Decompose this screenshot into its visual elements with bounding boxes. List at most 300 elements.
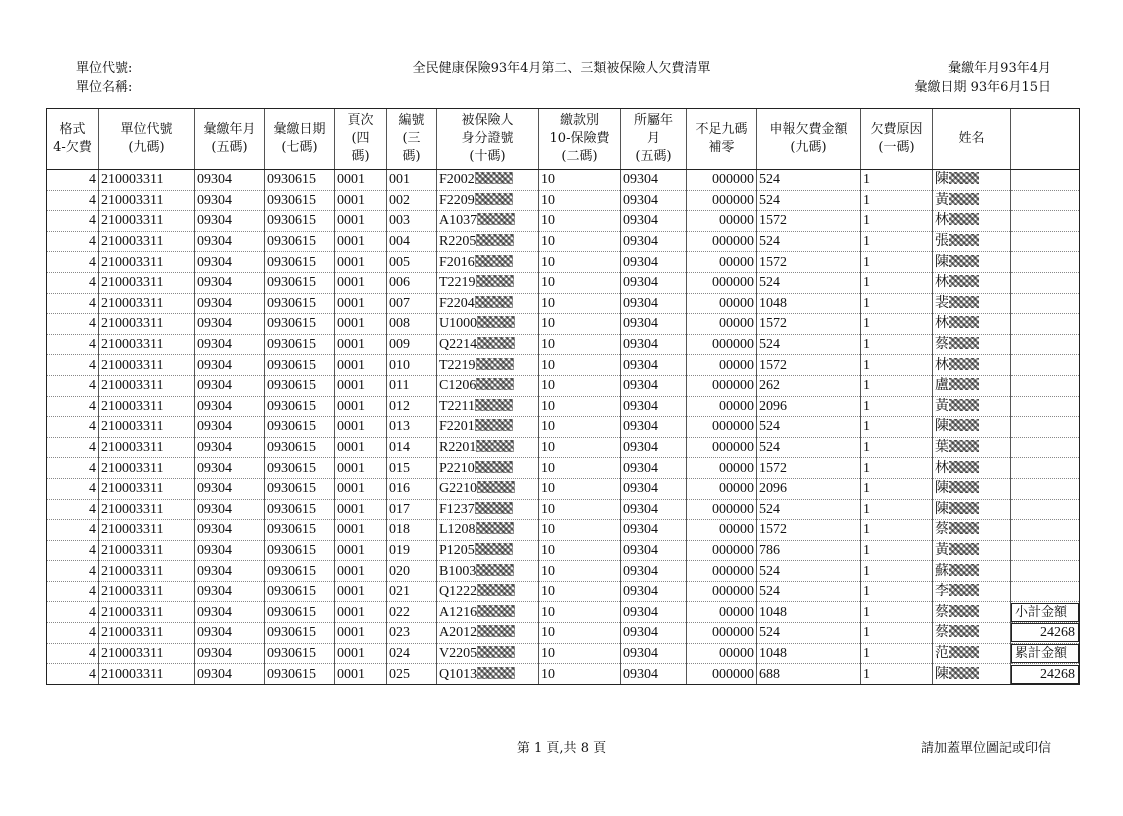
- cell-month: [621, 643, 687, 664]
- redaction-mask: [475, 255, 513, 267]
- cell-value: 1048: [759, 295, 787, 311]
- cell-type: [539, 396, 621, 417]
- cell-value: 0001: [337, 501, 365, 517]
- redaction-mask: [475, 461, 513, 473]
- cell-value: 006: [389, 275, 410, 291]
- cell-value: 000000: [712, 192, 754, 208]
- cell-summary: [1011, 293, 1080, 314]
- cell-value: 000000: [712, 666, 754, 682]
- cell-value: 0930615: [267, 645, 316, 661]
- cell-month: [621, 375, 687, 396]
- cell-reason: [861, 581, 933, 602]
- cell-value: 4: [89, 192, 96, 208]
- cell-value: 0001: [337, 172, 365, 188]
- column-header-line: (二碼): [561, 149, 598, 164]
- cell-value: 09304: [197, 522, 232, 538]
- cell-fmt: [47, 314, 99, 335]
- cell-value: 0001: [337, 213, 365, 229]
- cell-value: 陳: [935, 172, 949, 188]
- cell-value: 09304: [197, 460, 232, 476]
- cell-value: 1: [863, 337, 870, 353]
- cell-summary: [1011, 375, 1080, 396]
- column-header-line: (五碼): [635, 149, 672, 164]
- cell-fmt: [47, 355, 99, 376]
- cell-date: [265, 623, 335, 644]
- cell-value: 1: [863, 316, 870, 332]
- cell-value: 蔡: [935, 604, 949, 620]
- cell-date: [265, 643, 335, 664]
- cell-value: 1: [863, 398, 870, 414]
- cell-value: 10: [541, 522, 555, 538]
- cell-value: 2096: [759, 481, 787, 497]
- cell-value: 210003311: [101, 542, 164, 558]
- cell-value: 00000: [719, 316, 754, 332]
- cell-value: 09304: [197, 645, 232, 661]
- cell-amt: [757, 581, 861, 602]
- cell-value: 4: [89, 234, 96, 250]
- cell-value: 210003311: [101, 172, 164, 188]
- column-header: [335, 109, 387, 170]
- cell-reason: [861, 664, 933, 685]
- cell-value: 210003311: [101, 398, 164, 414]
- cell-value: 10: [541, 645, 555, 661]
- redaction-mask: [949, 440, 979, 452]
- subtotal-value: 24268: [1011, 623, 1079, 642]
- cell-value: 4: [89, 542, 96, 558]
- cell-value: 1: [863, 357, 870, 373]
- cell-ym: [195, 293, 265, 314]
- cell-value: 09304: [197, 172, 232, 188]
- cell-fmt: [47, 252, 99, 273]
- cell-value: 025: [389, 666, 410, 682]
- cell-reason: [861, 375, 933, 396]
- cell-value: 1: [863, 584, 870, 600]
- cell-value: 0930615: [267, 666, 316, 682]
- cell-value: 00000: [719, 645, 754, 661]
- cell-amt: [757, 602, 861, 623]
- cell-value: 陳: [935, 419, 949, 435]
- cell-value: 0930615: [267, 542, 316, 558]
- cell-type: [539, 170, 621, 191]
- cell-value: P1205: [439, 542, 475, 558]
- column-header: [757, 109, 861, 170]
- cell-reason: [861, 478, 933, 499]
- cell-page: [335, 458, 387, 479]
- cell-pad: [687, 602, 757, 623]
- cell-value: 017: [389, 501, 410, 517]
- cell-month: [621, 458, 687, 479]
- cell-value: 1: [863, 234, 870, 250]
- cell-page: [335, 334, 387, 355]
- cell-value: 0001: [337, 378, 365, 394]
- cell-pad: [687, 396, 757, 417]
- cell-value: 10: [541, 584, 555, 600]
- cell-month: [621, 211, 687, 232]
- cell-name: [933, 561, 1011, 582]
- cell-date: [265, 334, 335, 355]
- cell-value: 09304: [197, 295, 232, 311]
- cell-no: [387, 664, 437, 685]
- cell-name: [933, 602, 1011, 623]
- cell-value: 09304: [623, 666, 658, 682]
- cell-name: [933, 478, 1011, 499]
- cell-value: 688: [759, 666, 780, 682]
- total-value: 24268: [1011, 665, 1079, 684]
- cell-value: 00000: [719, 481, 754, 497]
- cell-amt: [757, 417, 861, 438]
- cell-ym: [195, 458, 265, 479]
- cell-value: 10: [541, 275, 555, 291]
- cell-type: [539, 375, 621, 396]
- cell-value: 0001: [337, 234, 365, 250]
- cell-reason: [861, 499, 933, 520]
- cell-summary: [1011, 540, 1080, 561]
- cell-value: 210003311: [101, 357, 164, 373]
- cell-summary: [1011, 190, 1080, 211]
- redaction-mask: [476, 234, 514, 246]
- cell-id: [437, 252, 539, 273]
- cell-value: T2211: [439, 398, 476, 414]
- cell-id: [437, 520, 539, 541]
- cell-value: 524: [759, 584, 780, 600]
- column-header: [99, 109, 195, 170]
- cell-no: [387, 314, 437, 335]
- cell-reason: [861, 314, 933, 335]
- cell-value: 陳: [935, 666, 949, 682]
- cell-summary: [1011, 170, 1080, 191]
- cell-unit: [99, 664, 195, 685]
- cell-ym: [195, 643, 265, 664]
- cell-value: 210003311: [101, 378, 164, 394]
- cell-value: 林: [935, 357, 949, 373]
- redaction-mask: [949, 234, 979, 246]
- cell-value: 786: [759, 542, 780, 558]
- cell-name: [933, 581, 1011, 602]
- cell-month: [621, 623, 687, 644]
- cell-date: [265, 396, 335, 417]
- cell-id: [437, 643, 539, 664]
- column-header: [195, 109, 265, 170]
- cell-value: 011: [389, 378, 410, 394]
- cell-type: [539, 458, 621, 479]
- cell-value: Q1013: [439, 666, 478, 682]
- cell-unit: [99, 375, 195, 396]
- cell-type: [539, 623, 621, 644]
- cell-ym: [195, 355, 265, 376]
- column-header-line: 10-保險費: [549, 131, 610, 146]
- cell-value: 4: [89, 275, 96, 291]
- cell-value: 00000: [719, 295, 754, 311]
- cell-value: 4: [89, 419, 96, 435]
- cell-month: [621, 664, 687, 685]
- redaction-mask: [476, 522, 514, 534]
- cell-name: [933, 437, 1011, 458]
- cell-no: [387, 623, 437, 644]
- cell-type: [539, 231, 621, 252]
- cell-unit: [99, 478, 195, 499]
- cell-pad: [687, 561, 757, 582]
- cell-value: 210003311: [101, 192, 164, 208]
- redaction-mask: [949, 564, 979, 576]
- table-row: [47, 499, 1080, 520]
- cell-value: 0001: [337, 440, 365, 456]
- table-row: [47, 334, 1080, 355]
- cell-reason: [861, 272, 933, 293]
- redaction-mask: [949, 502, 979, 514]
- cell-ym: [195, 396, 265, 417]
- table-header-row: [47, 109, 1080, 170]
- column-header-line: (一碼): [878, 140, 915, 155]
- cell-value: 09304: [197, 419, 232, 435]
- cell-value: 2096: [759, 398, 787, 414]
- cell-value: 0930615: [267, 419, 316, 435]
- cell-value: 014: [389, 440, 410, 456]
- table-row: [47, 293, 1080, 314]
- cell-value: 09304: [197, 213, 232, 229]
- column-header-line: 單位代號: [120, 122, 173, 137]
- cell-value: 1572: [759, 522, 787, 538]
- cell-month: [621, 252, 687, 273]
- billing-date: 彙繳日期 93年6月15日: [914, 80, 1051, 95]
- cell-value: 0930615: [267, 234, 316, 250]
- cell-value: 蔡: [935, 337, 949, 353]
- cell-page: [335, 664, 387, 685]
- cell-no: [387, 581, 437, 602]
- redaction-mask: [477, 213, 515, 225]
- cell-month: [621, 355, 687, 376]
- cell-type: [539, 520, 621, 541]
- billing-month: 彙繳年月93年4月: [948, 61, 1051, 76]
- cell-value: 1: [863, 604, 870, 620]
- cell-value: R2205: [439, 234, 477, 250]
- cell-pad: [687, 211, 757, 232]
- cell-value: 1: [863, 440, 870, 456]
- cell-value: 0930615: [267, 254, 316, 270]
- redaction-mask: [949, 584, 979, 596]
- cell-value: 4: [89, 460, 96, 476]
- cell-value: F2016: [439, 254, 475, 270]
- cell-date: [265, 190, 335, 211]
- cell-page: [335, 478, 387, 499]
- table-row: [47, 664, 1080, 685]
- cell-value: 4: [89, 316, 96, 332]
- cell-name: [933, 396, 1011, 417]
- cell-value: 4: [89, 501, 96, 517]
- cell-value: F2201: [439, 419, 475, 435]
- cell-date: [265, 540, 335, 561]
- cell-value: 524: [759, 275, 780, 291]
- cell-pad: [687, 623, 757, 644]
- cell-type: [539, 437, 621, 458]
- cell-value: 蘇: [935, 563, 949, 579]
- cell-amt: [757, 272, 861, 293]
- cell-ym: [195, 252, 265, 273]
- cell-pad: [687, 437, 757, 458]
- cell-value: 10: [541, 501, 555, 517]
- column-header-line: 被保險人: [461, 113, 514, 128]
- cell-value: 0930615: [267, 460, 316, 476]
- redaction-mask: [477, 481, 515, 493]
- cell-name: [933, 355, 1011, 376]
- cell-value: 09304: [623, 275, 658, 291]
- cell-value: 09304: [197, 234, 232, 250]
- cell-value: 10: [541, 625, 555, 641]
- cell-amt: [757, 293, 861, 314]
- redaction-mask: [476, 378, 514, 390]
- cell-value: 10: [541, 357, 555, 373]
- redaction-mask: [949, 337, 979, 349]
- cell-pad: [687, 643, 757, 664]
- cell-page: [335, 520, 387, 541]
- cell-type: [539, 293, 621, 314]
- cell-amt: [757, 520, 861, 541]
- cell-value: 210003311: [101, 604, 164, 620]
- cell-ym: [195, 478, 265, 499]
- cell-value: 210003311: [101, 501, 164, 517]
- cell-value: 210003311: [101, 295, 164, 311]
- cell-value: 0001: [337, 419, 365, 435]
- cell-value: 09304: [197, 481, 232, 497]
- cell-type: [539, 602, 621, 623]
- cell-value: 1: [863, 295, 870, 311]
- cell-summary: [1011, 499, 1080, 520]
- cell-value: 4: [89, 563, 96, 579]
- cell-type: [539, 211, 621, 232]
- cell-amt: [757, 170, 861, 191]
- cell-ym: [195, 334, 265, 355]
- cell-value: 007: [389, 295, 410, 311]
- cell-pad: [687, 293, 757, 314]
- cell-ym: [195, 499, 265, 520]
- cell-value: 524: [759, 419, 780, 435]
- redaction-mask: [477, 646, 515, 658]
- report-title: 全民健康保險93年4月第二、三類被保險人欠費清單: [412, 61, 711, 76]
- subtotal-label: 小計金額: [1011, 603, 1079, 622]
- cell-page: [335, 417, 387, 438]
- cell-value: 000000: [712, 584, 754, 600]
- cell-value: 10: [541, 378, 555, 394]
- column-header: [265, 109, 335, 170]
- cell-name: [933, 664, 1011, 685]
- cell-page: [335, 375, 387, 396]
- column-header: [1011, 109, 1080, 170]
- cell-ym: [195, 231, 265, 252]
- column-header-line: 月: [646, 131, 660, 146]
- cell-value: 210003311: [101, 234, 164, 250]
- cell-name: [933, 211, 1011, 232]
- table-row: [47, 417, 1080, 438]
- cell-value: 09304: [623, 295, 658, 311]
- cell-date: [265, 664, 335, 685]
- cell-date: [265, 211, 335, 232]
- cell-value: 10: [541, 398, 555, 414]
- cell-no: [387, 272, 437, 293]
- cell-date: [265, 437, 335, 458]
- column-header-line: (九碼): [128, 140, 165, 155]
- cell-reason: [861, 190, 933, 211]
- column-header-line: 彙繳日期: [273, 122, 326, 137]
- cell-unit: [99, 581, 195, 602]
- cell-value: F1237: [439, 501, 475, 517]
- cell-value: 0930615: [267, 501, 316, 517]
- cell-value: 021: [389, 584, 410, 600]
- column-header: [47, 109, 99, 170]
- column-header: [861, 109, 933, 170]
- cell-value: 1: [863, 563, 870, 579]
- cell-value: 008: [389, 316, 410, 332]
- cell-ym: [195, 561, 265, 582]
- cell-reason: [861, 334, 933, 355]
- cell-value: 0930615: [267, 522, 316, 538]
- redaction-mask: [949, 419, 979, 431]
- cell-value: 09304: [197, 275, 232, 291]
- redaction-mask: [949, 646, 979, 658]
- cell-fmt: [47, 643, 99, 664]
- cell-value: 4: [89, 522, 96, 538]
- cell-name: [933, 499, 1011, 520]
- cell-value: 10: [541, 337, 555, 353]
- cell-value: 1572: [759, 460, 787, 476]
- cell-value: 210003311: [101, 337, 164, 353]
- cell-reason: [861, 211, 933, 232]
- cell-no: [387, 602, 437, 623]
- cell-value: 210003311: [101, 419, 164, 435]
- cell-month: [621, 540, 687, 561]
- cell-value: V2205: [439, 645, 478, 661]
- cell-value: 黃: [935, 398, 949, 414]
- column-header-line: 頁次: [347, 113, 374, 128]
- cell-unit: [99, 643, 195, 664]
- cell-id: [437, 231, 539, 252]
- cell-value: 09304: [623, 460, 658, 476]
- cell-summary: [1011, 417, 1080, 438]
- cell-value: 0930615: [267, 172, 316, 188]
- cell-value: 0001: [337, 625, 365, 641]
- cell-value: 00000: [719, 213, 754, 229]
- cell-value: 524: [759, 440, 780, 456]
- unit-name-label: 單位名稱:: [76, 80, 133, 95]
- cell-value: T2219: [439, 357, 476, 373]
- cell-value: 524: [759, 234, 780, 250]
- cell-ym: [195, 314, 265, 335]
- column-header-line: 姓名: [958, 131, 985, 146]
- cell-value: 1572: [759, 316, 787, 332]
- cell-value: 210003311: [101, 275, 164, 291]
- cell-value: 0930615: [267, 563, 316, 579]
- cell-page: [335, 643, 387, 664]
- redaction-mask: [476, 440, 514, 452]
- cell-value: 0001: [337, 316, 365, 332]
- cell-fmt: [47, 602, 99, 623]
- table-row: [47, 520, 1080, 541]
- cell-fmt: [47, 396, 99, 417]
- cell-value: 000000: [712, 440, 754, 456]
- table-row: [47, 437, 1080, 458]
- cell-name: [933, 314, 1011, 335]
- column-header-line: 碼): [402, 149, 421, 164]
- cell-no: [387, 355, 437, 376]
- cell-date: [265, 458, 335, 479]
- cell-page: [335, 561, 387, 582]
- table-row: [47, 643, 1080, 664]
- cell-value: 林: [935, 316, 949, 332]
- column-header-line: 編號: [398, 113, 425, 128]
- cell-date: [265, 231, 335, 252]
- cell-summary: [1011, 623, 1080, 644]
- cell-no: [387, 396, 437, 417]
- cell-value: 000000: [712, 275, 754, 291]
- cell-value: 000000: [712, 234, 754, 250]
